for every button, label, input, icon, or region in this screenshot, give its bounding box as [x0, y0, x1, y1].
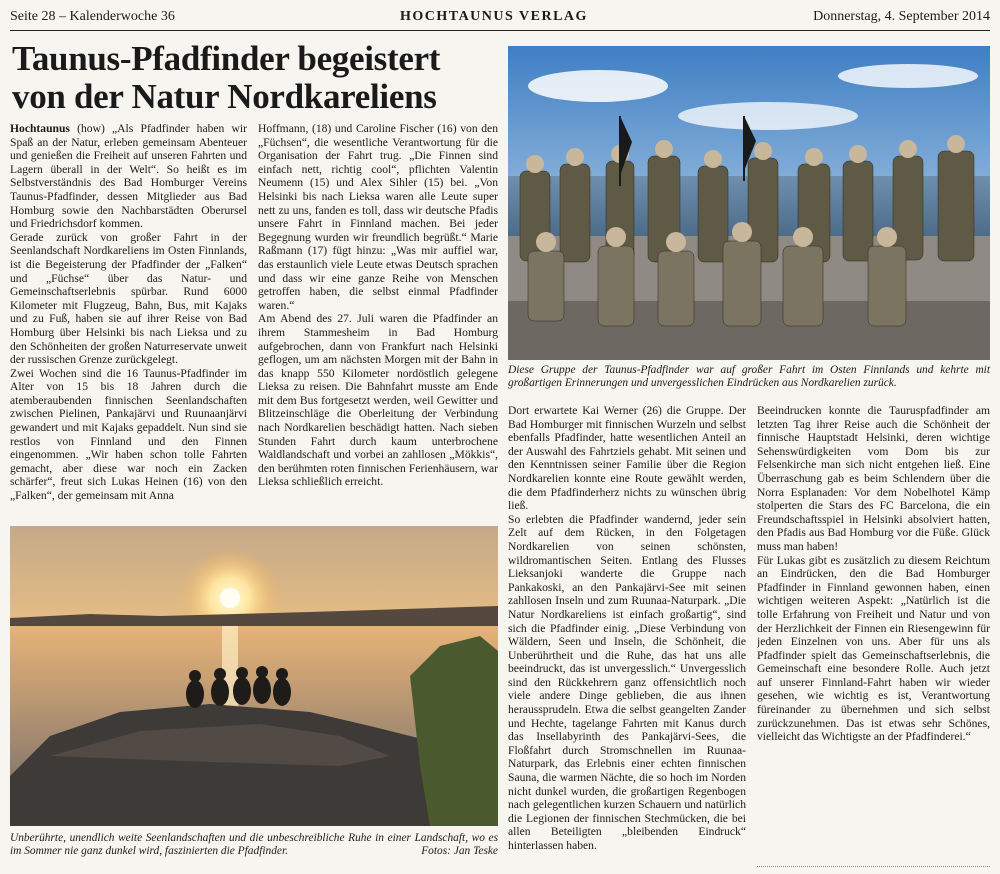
paragraph: So erlebten die Pfadfinder wandernd, jeder sein Zelt auf dem Rücken, in den Folgetagen Nordkarelien von seinen schönsten, wildromantischen Seiten. Entlang des Flusses Lieksanjoki wanderte die Gruppe nach Pankakoski, an den Pankajärvi-See mit seinen zahllosen Inseln und zum Ruunaa-Naturpark. „Die Natur Nordkareliens ist einfach großartig“, sind sich die Pfadfinder einig. „Diese Verbindung von Wäldern, Seen und Inseln, die Schönheit, die Unberührtheit und die Ruhe, das hat uns alle beeindruckt, das ist unvergesslich.“ Unvergesslich sind den Rückkehrern ganz offensichtlich noch viele andere Dinge geblieben, die aus ihnen heraussprudeln. Etwa die selbst geangelten Zander und Hechte, tagelange Fahrten mit Kanus durch das Insellabyrinth des Pankajärvi-Sees, die Floßfahrt durch Stromschnellen im Ruunaa-Naturpark, das Erlebnis einer echten finnischen Sauna, die warmen Nächte, die so hoch im Norden nicht dunkel wurden, die großartigen Regenbogen nach gelegentlichen kurzen Schauern und natürlich die Legionen der finnischen Stechmücken, die bei allen Beteiligten „bleibenden Eindruck“ hinterlassen haben. [508, 512, 746, 852]
paragraph: Für Lukas gibt es zusätzlich zu diesem Reichtum an Eindrücken, den die Bad Homburger Pfadfinder in Finnland gewonnen haben, einen wichtigen weiteren Aspekt: „Natürlich ist die tolle Erfahrung von Freiheit und Natur und von der Herzlichkeit der Finnen ein Riesengewinn für jeden Einzelnen von uns. Aber für uns als Pfadfinder spielt das Gemeinschaftserlebnis, die Gemeinschaft eine besondere Rolle. Auch jetzt auf unserer Finnland-Fahrt haben wir wieder gesehen, wie wichtig es ist, Verantwortung füreinander zu übernehmen und sich selbst zurückzunehmen. Das ist etwas sehr Schönes, vielleicht das Wichtigste an der Pfadfinderei.“ [757, 553, 990, 744]
article-column-3 [508, 404, 746, 864]
article-headline [12, 40, 502, 116]
article-column-2 [258, 122, 498, 518]
lake-photo [10, 526, 498, 826]
paragraph: Gerade zurück von großer Fahrt in der Seenlandschaft Nordkareliens im Osten Finnlands, ist die Begeisterung der Pfadfinder der „Falken“ und „Füchse“ über das Natur- und Gemeinschaftserlebnis spürbar. Rund 6000 Kilometer mit Flugzeug, Bahn, Bus, mit Kajaks und zu Fuß, haben sie auf ihrer Reise von Bad Homburg über Helsinki bis nach Lieksa und zu den Schönheiten der großen Naturreservate unweit der russischen Grenze zurückgelegt. [10, 230, 247, 367]
group-photo [508, 46, 990, 360]
group-photo-caption: Diese Gruppe der Taunus-Pfadfinder war auf großer Fahrt im Osten Finnlands und kehrte mit großartigen Erinnerungen und unvergesslichen Eindrücken aus Nordkarelien zurück. [508, 364, 990, 390]
publisher-name: HOCHTAUNUS VERLAG [399, 9, 588, 24]
issue-date: Donnerstag, 4. September 2014 [813, 9, 990, 24]
paragraph: Zwei Wochen sind die 16 Taunus-Pfadfinder im Alter von 15 bis 18 Jahren durch die atemberaubenden finnischen Seenlandschaften zwischen Pielinen, Pankajärvi und Ruunaanjärvi gewandert und mit Kajaks gepaddelt. Nun sind sie restlos von Finnland und den Finnen eingenommen. „Wir haben schon tolle Fahrten gemacht, aber diese war noch ein Zacken schärfer“, freut sich Lukas Heinen (16) von den „Falken“, der gemeinsam mit Anna [10, 366, 247, 503]
lake-photo-caption [10, 832, 498, 859]
photo-credit: Fotos: Jan Teske [421, 845, 498, 858]
header-rule [10, 30, 990, 31]
dateline: Hochtaunus [10, 122, 70, 135]
page-header [10, 6, 990, 28]
paragraph: Dort erwartete Kai Werner (26) die Gruppe. Der Bad Homburger mit finnischen Wurzeln und selbst ebenfalls Pfadfinder, hatte wesentlichen Anteil an der Auswahl des Fahrtziels gehabt. Mit seinen und den Kenntnissen seiner Familie über die Region Nordkarelien konnte eine Route gewählt werden, die dem Pfadfinderherz nichts zu wünschen übrig ließ. [508, 404, 746, 513]
page-edge-divider [757, 866, 990, 872]
headline-line-1: Taunus-Pfadfinder begeistert [12, 39, 441, 78]
article-column-4 [757, 404, 990, 864]
caption-text: Unberührte, unendlich weite Seenlandschaften und die unbeschreibliche Ruhe in einer Landschaft, wo es im Sommer nie ganz dunkel wird, faszinierten die Pfadfinder. [10, 832, 498, 858]
article-column-1 [10, 122, 247, 518]
paragraph: (how) „Als Pfadfinder haben wir Spaß an der Natur, erleben gemeinsam Abenteuer und genießen die Freiheit auf unseren Fahrten und Lagern überall in der Welt“. So heißt es im Selbstverständnis des Bad Homburger Vereins Taunus-Pfadfinder, dessen Mitglieder aus Bad Homburg sowie den Nachbarstädten Oberursel und Friedrichsdorf kommen. [10, 122, 247, 231]
paragraph: Hoffmann, (18) und Caroline Fischer (16) von den „Füchsen“, die wesentliche Verantwortung für die Organisation der Fahrt trug. „Die Finnen sind einfach nett, richtig cool“, pflichten Valentin Neumenn (15) und Alex Sihler (15) bei. „Von Helsinki bis nach Lieksa waren alle Leute super nett zu uns, fanden es toll, dass wir deutsche Pfadis unsere Fahrt in Finnland machen. Bei jeder Begegnung wurden wir freundlich begrüßt.“ Marie Raßmann (17) fügt hinzu: „Was mir auffiel war, das erstaunlich viele Leute etwas Deutsch sprachen und dass wir eine ganze Reihe von Menschen getroffen haben, die selbst einmal Pfadfinder waren.“ [258, 122, 498, 312]
paragraph: Beeindrucken konnte die Tauruspfadfinder am letzten Tag ihrer Reise auch die Schönheit der finnische Hauptstadt Helsinki, deren wichtige Sehenswürdigkeiten vom Dom bis zur Felsenkirche man sich nicht entgehen ließ. Eine Überraschung gab es beim Schlendern über die Norra Esplanaden: Vor dem Nobelhotel Kämp stolperten die Stars des FC Barcelona, die ein Freundschaftsspiel in Helsinki absolviert hatten, den Pfadis aus Bad Homburg vor die Füße. Glück muss man haben! [757, 404, 990, 553]
page-number: Seite 28 – Kalenderwoche 36 [10, 9, 175, 24]
headline-line-2: von der Natur Nordkareliens [12, 77, 437, 116]
paragraph: Am Abend des 27. Juli waren die Pfadfinder an ihrem Stammesheim in Bad Homburg aufgebrochen, dann von Frankfurt nach Helsinki geflogen, um am nächsten Morgen mit der Bahn in das knapp 550 Kilometer nordöstlich gelegene Lieksa zu reisen. Die Bahnfahrt musste am Ende mit dem Bus fortgesetzt werden, weil Gewitter und Blitzeinschläge die Oberleitung der Verbindung nach Nordkarelien beschädigt hatten. Nach sieben Stunden Fahrt durch kaum unterbrochene Waldlandschaft und vorbei an zahllosen „Mökkis“, den berühmten roten finnischen Ferienhäusern, war Lieksa schließlich erreicht. [258, 312, 498, 489]
